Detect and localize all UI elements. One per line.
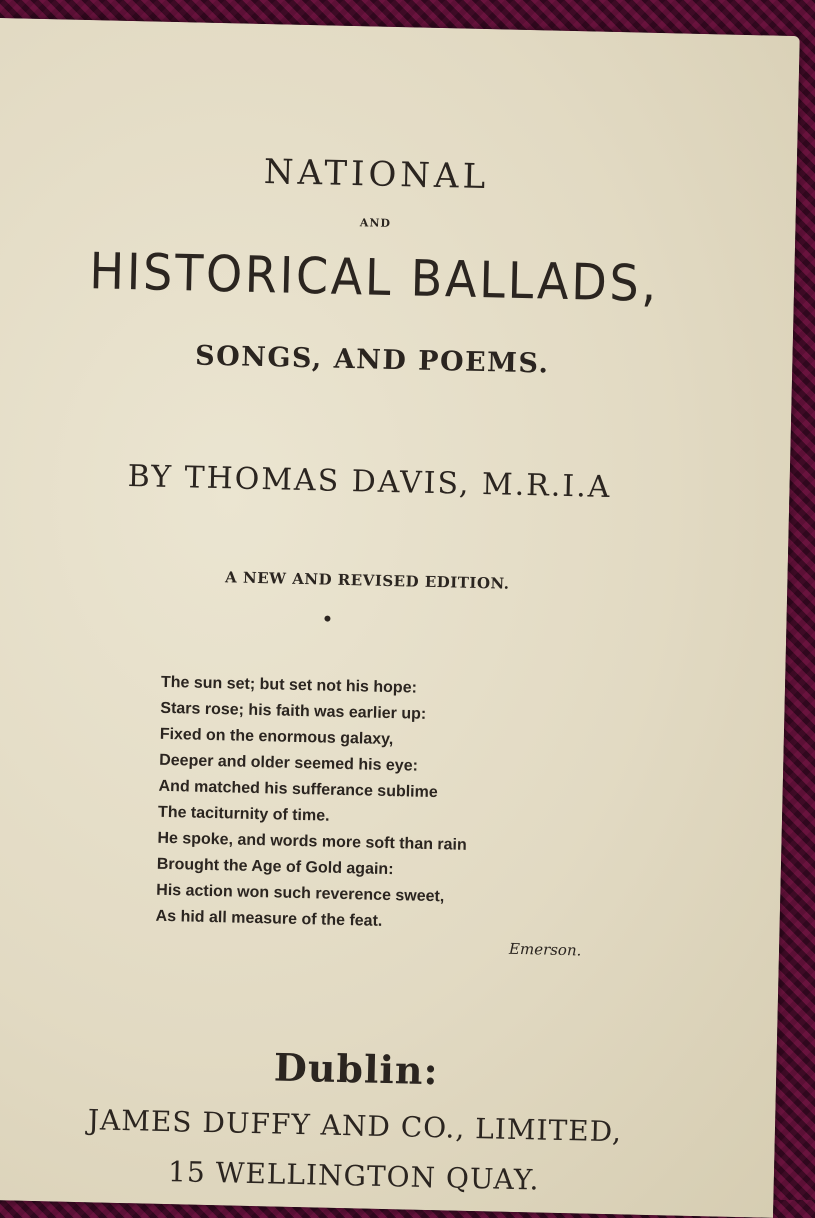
poem-line: As hid all measure of the feat.: [155, 907, 383, 930]
poem-line: Deeper and older seemed his eye:: [159, 751, 419, 775]
title-line-songs: SONGS, AND POEMS.: [194, 340, 550, 380]
poem-attribution: Emerson.: [508, 939, 582, 960]
imprint-city: Dublin:: [273, 1044, 440, 1094]
epigraph-poem: [155, 670, 581, 939]
poem-line: He spoke, and words more soft than rain: [157, 829, 467, 854]
poem-line: The sun set; but set not his hope:: [160, 673, 418, 697]
author-line: BY THOMAS DAVIS, M.R.I.A: [127, 459, 612, 505]
imprint-address: 15 WELLINGTON QUAY.: [167, 1155, 540, 1197]
poem-line: Brought the Age of Gold again:: [156, 855, 394, 879]
ornament-dot: [324, 616, 330, 622]
poem-line: And matched his sufferance sublime: [158, 777, 438, 802]
title-conjunction: AND: [359, 216, 392, 230]
title-line-historical: HISTORICAL BALLADS,: [88, 242, 660, 314]
poem-line: His action won such reverence sweet,: [156, 881, 445, 906]
poem-line: Fixed on the enormous galaxy,: [159, 725, 394, 749]
title-line-national: NATIONAL: [263, 152, 490, 198]
poem-line: Stars rose; his faith was earlier up:: [160, 699, 427, 723]
imprint-publisher: JAMES DUFFY AND CO., LIMITED,: [87, 1103, 623, 1149]
edition-line: A NEW AND REVISED EDITION.: [224, 568, 510, 593]
title-page: [0, 18, 800, 1218]
poem-line: The taciturnity of time.: [157, 803, 330, 825]
